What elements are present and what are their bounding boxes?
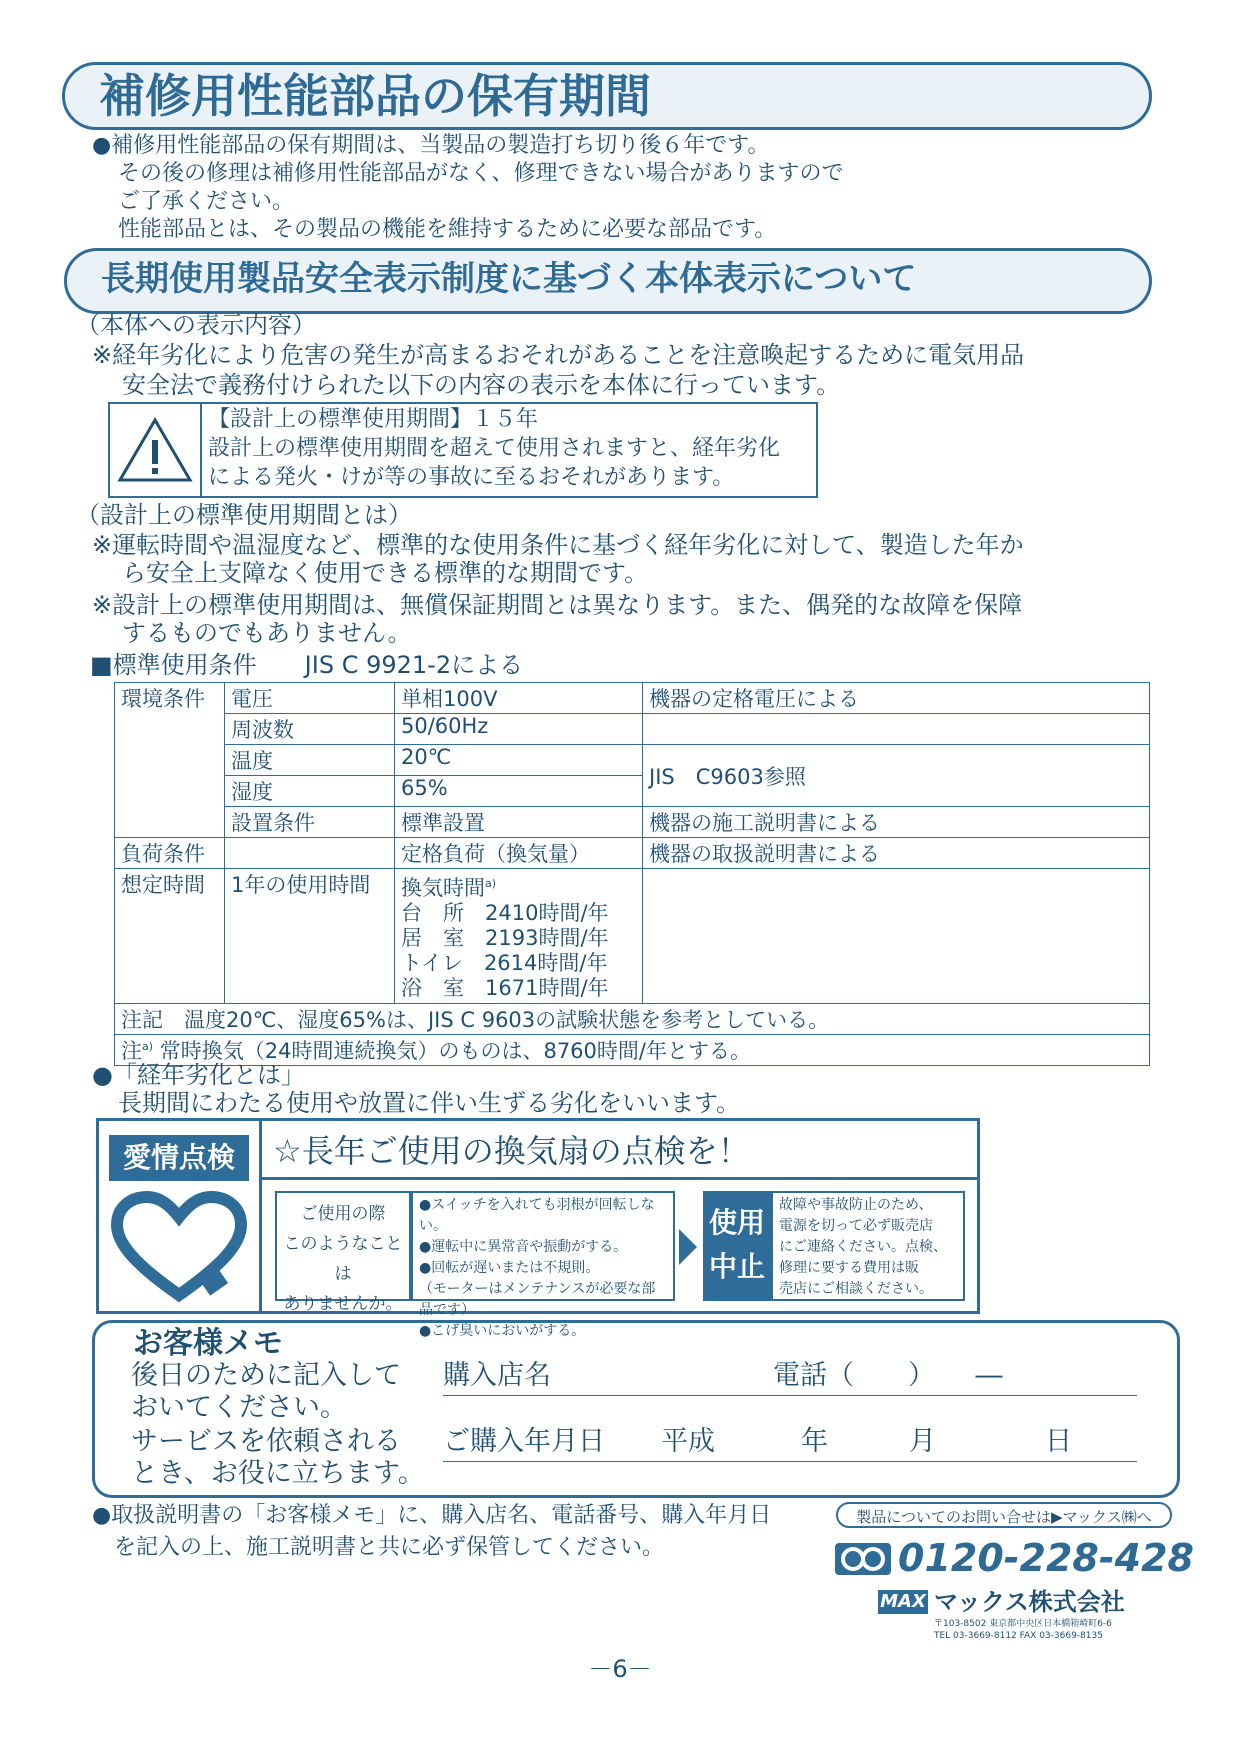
load-note: 機器の取扱説明書による — [643, 838, 1150, 869]
vent-mark: a) — [485, 877, 497, 890]
section1-line-3: ご了承ください。 — [118, 189, 295, 214]
store-label: 購入店名 — [443, 1360, 551, 1391]
voltage-value: 単相100V — [395, 683, 643, 714]
era-label: 平成 — [661, 1426, 715, 1457]
memo-desc-3: サービスを依頼される — [131, 1426, 401, 1457]
memo-desc-1: 後日のために記入して — [131, 1360, 401, 1391]
section1-header — [62, 62, 1152, 130]
humid-value: 65% — [395, 776, 643, 807]
period-line-3: ※設計上の標準使用期間は、無償保証期間とは異なります。また、偶発的な故障を保障 — [92, 591, 1023, 619]
temp-label: 温度 — [225, 745, 395, 776]
stop-badge: 使用 中止 — [703, 1191, 771, 1301]
table-note-2: 注$^{a)}$ 常時換気（24時間連続換気）のものは、8760時間/年とする。 — [115, 1035, 1150, 1066]
store-line[interactable] — [443, 1395, 1137, 1396]
customer-memo — [92, 1320, 1180, 1498]
day-label: 日 — [1045, 1426, 1072, 1457]
inspection-headline: ☆長年ご使用の換気扇の点検を！ — [273, 1132, 750, 1170]
period-line-1: ※運転時間や温湿度など、標準的な使用条件に基づく経年劣化に対して、製造した年か — [92, 531, 1024, 559]
warning-line-3: による発火・けが等の事故に至るおそれがあります。 — [208, 465, 735, 490]
env-label: 環境条件 — [115, 683, 225, 838]
install-label: 設置条件 — [225, 807, 395, 838]
aging-title: ●「経年劣化とは」 — [92, 1061, 305, 1089]
temp-value: 20℃ — [395, 745, 643, 776]
date-line[interactable] — [443, 1461, 1137, 1462]
vent-cell — [395, 869, 643, 1004]
year-label: 年 — [801, 1426, 828, 1457]
section2-header — [64, 248, 1152, 314]
display-line-1: ※経年劣化により危害の発生が高まるおそれがあることを注意喚起するために電気用品 — [92, 341, 1025, 369]
section1-line-4: 性能部品とは、その製品の機能を維持するために必要な部品です。 — [118, 217, 777, 242]
freedial-icon — [834, 1542, 892, 1576]
warning-line-2: 設計上の標準使用期間を超えて使用されますと、経年劣化 — [208, 436, 781, 461]
memo-title: お客様メモ — [133, 1326, 283, 1361]
install-value: 標準設置 — [395, 807, 643, 838]
max-logo: MAX — [878, 1590, 928, 1614]
vent-row: 台 所 2410時間/年 — [401, 901, 609, 925]
phone-number: 0120-228-428 — [898, 1536, 1194, 1580]
inquiry-label: 製品についてのお問い合せは▶マックス㈱へ — [836, 1502, 1172, 1528]
month-label: 月 — [909, 1426, 936, 1457]
footer-note-2: を記入の上、施工説明書と共に必ず保管してください。 — [114, 1535, 665, 1560]
inspection-panel — [96, 1118, 980, 1339]
time-sub: 1年の使用時間 — [225, 869, 395, 1004]
arrow-icon — [679, 1229, 697, 1265]
warning-icon-cell — [110, 404, 202, 496]
date-label: ご購入年月日 — [443, 1426, 605, 1457]
freq-label: 周波数 — [225, 714, 395, 745]
conditions-table — [114, 682, 1150, 1066]
section1-line-2: その後の修理は補修用性能部品がなく、修理できない場合がありますので — [118, 161, 844, 186]
question-box: ご使用の際 このようなことは ありませんか。 — [275, 1191, 411, 1301]
display-line-2: 安全法で義務付けられた以下の内容の表示を本体に行っています。 — [122, 371, 841, 399]
company-name: マックス株式会社 — [934, 1588, 1125, 1616]
display-heading: （本体への表示内容） — [76, 311, 316, 339]
page-number: －6－ — [588, 1655, 652, 1683]
warning-triangle-icon — [110, 404, 200, 496]
company-address: 〒103-8502 東京都中央区日本橋箱崎町6-6 — [934, 1619, 1112, 1629]
period-line-4: するものでもありません。 — [122, 619, 412, 647]
warning-label — [108, 402, 818, 498]
phone-label: 電話（ ） ― — [773, 1360, 1003, 1391]
aging-text: 長期間にわたる使用や放置に伴い生ずる劣化をいいます。 — [118, 1089, 741, 1117]
badge-column — [99, 1121, 262, 1311]
period-heading: （設計上の標準使用期間とは） — [76, 501, 412, 529]
vent-label: 換気時間 — [401, 876, 485, 900]
load-value: 定格負荷（換気量） — [395, 838, 643, 869]
section1-line-1: ●補修用性能部品の保有期間は、当製品の製造打ち切り後６年です。 — [92, 133, 770, 158]
warning-line-1: 【設計上の標準使用期間】１５年 — [208, 407, 539, 432]
inspection-divider — [259, 1177, 977, 1180]
load-label: 負荷条件 — [115, 838, 225, 869]
humid-label: 湿度 — [225, 776, 395, 807]
vent-row: トイレ 2614時間/年 — [401, 951, 608, 975]
install-note: 機器の施工説明書による — [643, 807, 1150, 838]
vent-row: 浴 室 1671時間/年 — [401, 976, 609, 1000]
symptoms-box: ●スイッチを入れても羽根が回転しない。 ●運転中に異常音や振動がする。 ●回転が遅いまたは不規則。 （モーターはメンテナンスが必要な部品です） ●こげ臭いにおいがする。 — [411, 1191, 675, 1301]
table-note-1: 注記 温度20℃、湿度65%は、JIS C 9603の試験状態を参考としている。 — [115, 1004, 1150, 1035]
badge-label: 愛情点検 — [109, 1135, 249, 1181]
heart-plug-icon — [99, 1187, 259, 1307]
advice-box: 故障や事故防止のため、 電源を切って必ず販売店 にご連絡ください。点検、 修理に要する費用は販 売店にご相談ください。 — [771, 1191, 965, 1301]
section2-title: 長期使用製品安全表示制度に基づく本体表示について — [101, 259, 917, 299]
memo-desc-2: おいてください。 — [131, 1392, 347, 1423]
period-line-2: ら安全上支障なく使用できる標準的な期間です。 — [122, 559, 649, 587]
voltage-note: 機器の定格電圧による — [643, 683, 1150, 714]
vent-row: 居 室 2193時間/年 — [401, 926, 609, 950]
section1-title: 補修用性能部品の保有期間 — [99, 69, 651, 123]
temp-humid-note: JIS C9603参照 — [643, 745, 1150, 807]
time-label: 想定時間 — [115, 869, 225, 1004]
footer-note-1: ●取扱説明書の「お客様メモ」に、購入店名、電話番号、購入年月日 — [92, 1503, 772, 1528]
freq-value: 50/60Hz — [395, 714, 643, 745]
voltage-label: 電圧 — [225, 683, 395, 714]
memo-desc-4: とき、お役に立ちます。 — [131, 1458, 425, 1489]
company-tel: TEL 03-3669-8112 FAX 03-3669-8135 — [934, 1631, 1103, 1641]
conditions-heading: ■標準使用条件 JIS C 9921-2による — [90, 651, 524, 679]
